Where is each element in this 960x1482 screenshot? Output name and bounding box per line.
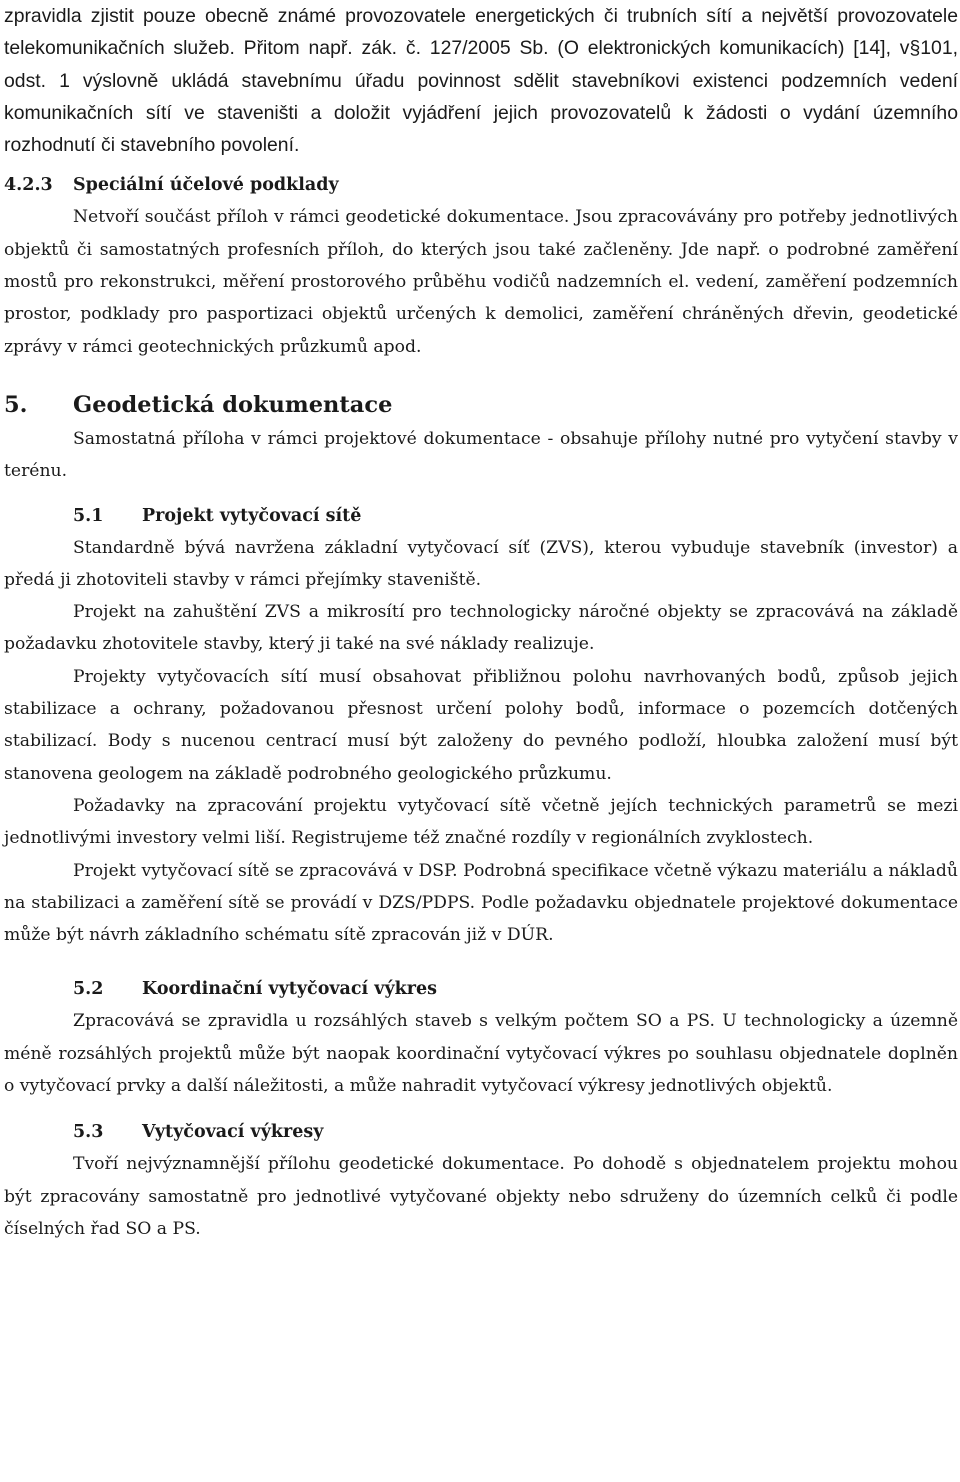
- section-number: 5.3: [73, 1122, 104, 1143]
- section-number: 5.1: [73, 505, 104, 526]
- section-number: 5.: [4, 391, 28, 418]
- section-number: 4.2.3: [4, 175, 53, 196]
- section-5-2-heading: [4, 973, 958, 1005]
- document-page: [4, 0, 958, 1245]
- section-4-2-3-heading: [4, 169, 958, 201]
- section-5-2-paragraph: Zpracovává se zpravidla u rozsáhlých staveb s velkým počtem SO a PS. U technologicky a územně méně rozsáhlých projektů může být naopak koordinační vytyčovací výkres po souhlasu objednatele doplněn o vytyčovací prvky a další náležitosti, a může nahradit vytyčovací výkresy jednotlivých objektů.: [4, 1011, 958, 1097]
- section-5-1-paragraph-3: Projekty vytyčovacích sítí musí obsahovat přibližnou polohu navrhovaných bodů, způsob jejich stabilizace a ochrany, požadovanou přesnost určení polohy bodů, informace o pozemcích dotčených stabilizací. Body s nucenou centrací musí být založeny do pevného podloží, hloubka založení musí být stanovena geologem na základě podrobného geologického průzkumu.: [4, 666, 958, 784]
- section-title: Projekt vytyčovací sítě: [142, 505, 362, 526]
- section-title: Vytyčovací výkresy: [142, 1122, 324, 1143]
- section-title: Koordinační vytyčovací výkres: [142, 979, 437, 1000]
- section-5-heading: [4, 387, 958, 423]
- section-title: Geodetická dokumentace: [73, 391, 393, 418]
- section-title: Speciální účelové podklady: [73, 175, 339, 196]
- section-5-1-heading: [4, 500, 958, 532]
- section-number: 5.2: [73, 979, 104, 1000]
- section-5-3-paragraph: Tvoří nejvýznamnější přílohu geodetické dokumentace. Po dohodě s objednatelem projektu mohou být zpracovány samostatně pro jednotlivé vytyčované objekty nebo sdruženy do územních celků či podle číselných řad SO a PS.: [4, 1154, 958, 1239]
- section-5-paragraph: Samostatná příloha v rámci projektové dokumentace - obsahuje přílohy nutné pro vytyčení stavby v terénu.: [4, 428, 958, 482]
- section-5-1-paragraph-5: Projekt vytyčovací sítě se zpracovává v DSP. Podrobná specifikace včetně výkazu materiálu a nákladů na stabilizaci a zaměření sítě se provádí v DZS/PDPS. Podle požadavku objednatele projektové dokumentace může být návrh základního schématu sítě zpracován již v DÚR.: [4, 860, 958, 946]
- section-5-1-paragraph-4: Požadavky na zpracování projektu vytyčovací sítě včetně jejích technických parametrů se mezi jednotlivými investory velmi liší. Registrujeme též značné rozdíly v regionálních zvyklostech.: [4, 795, 958, 849]
- section-4-2-3-paragraph: Netvoří součást příloh v rámci geodetické dokumentace. Jsou zpracovávány pro potřeby jednotlivých objektů či samostatných profesních příloh, do kterých jsou také začleněny. Jde např. o podrobné zaměření mostů pro rekonstrukci, měření prostorového průběhu vodičů nadzemních el. vedení, zaměření podzemních prostor, podklady pro pasportizaci objektů určených k demolici, zaměření chráněných dřevin, geodetické zprávy v rámci geotechnických průzkumů apod.: [4, 207, 958, 357]
- intro-paragraph: zpravidla zjistit pouze obecně známé provozovatele energetických či trubních sítí a největší provozovatele telekomunikačních služeb. Přitom např. zák. č. 127/2005 Sb. (O elektronických komunikacích) [14], v§101, odst. 1 výslovně ukládá stavebnímu úřadu povinnost sdělit stavebníkovi existenci podzemních vedení komunikačních sítí ve staveništi a doložit vyjádření jejich provozovatelů k žádosti o vydání územního rozhodnutí či stavebního povolení.: [4, 5, 958, 157]
- section-5-1-paragraph-2: Projekt na zahuštění ZVS a mikrosítí pro technologicky náročné objekty se zpracovává na základě požadavku zhotovitele stavby, který ji také na své náklady realizuje.: [4, 602, 958, 655]
- section-5-1-paragraph-1: Standardně bývá navržena základní vytyčovací síť (ZVS), kterou vybuduje stavebník (investor) a předá ji zhotoviteli stavby v rámci přejímky staveniště.: [4, 537, 958, 590]
- section-5-3-heading: [4, 1116, 958, 1148]
